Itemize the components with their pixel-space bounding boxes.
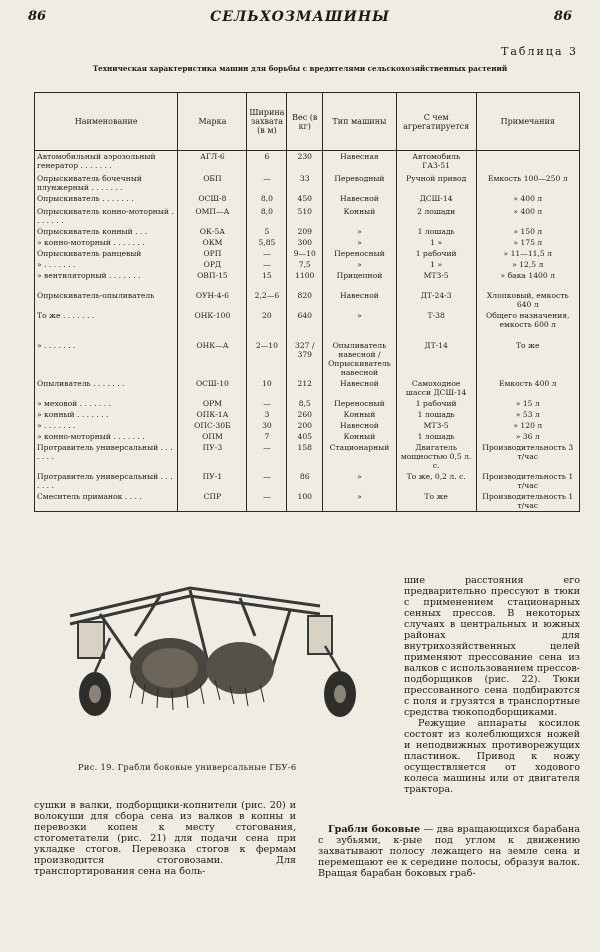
table-cell: Навесной [323, 193, 397, 206]
right-wheel [324, 671, 356, 717]
table-cell: ОПК-1А [178, 409, 247, 420]
table-cell: » 11—11,5 л [476, 248, 580, 259]
table-cell: 1 лошадь [396, 431, 476, 442]
side-rake-term: Грабли боковые [328, 824, 421, 835]
left-panel [78, 622, 104, 658]
table-cell: 10 [247, 378, 287, 398]
table-cell: » 400 л [476, 193, 580, 206]
table-cell: » 150 л [476, 226, 580, 237]
table-cell: — [247, 471, 287, 491]
table-cell: 1100 [287, 270, 323, 290]
table-cell: Производительность 3 т/час [476, 442, 580, 471]
table-cell: 1 лошадь [396, 409, 476, 420]
figure-caption: Рис. 19. Грабли боковые универсальные ГБУ-6 [78, 762, 297, 772]
paragraph-side-rake [318, 824, 580, 879]
table-cell: 405 [287, 431, 323, 442]
table-cell: » 53 л [476, 409, 580, 420]
table-cell-name: Опыливатель . . . . . . . [35, 378, 178, 398]
table-cell: » [323, 259, 397, 270]
table-cell-name: Смеситель приманок . . . . [35, 491, 178, 512]
table-cell: Емкость 100—250 л [476, 173, 580, 193]
table-cell: Двигатель мощностью 0,5 л. с. [396, 442, 476, 471]
column-header: Марка [178, 93, 247, 151]
table-cell: — [247, 442, 287, 471]
table-row [35, 226, 580, 237]
table-row [35, 248, 580, 259]
right-column-text [404, 575, 580, 795]
table-label: Таблица 3 [501, 45, 578, 58]
table-cell-name: Протравитель универсальный . . . . . . . [35, 471, 178, 491]
table-cell-name: Опрыскиватель-опыливатель [35, 290, 178, 310]
table-cell: То же [476, 340, 580, 378]
table-cell: Производительность 1 т/час [476, 471, 580, 491]
table-row [35, 398, 580, 409]
left-wheel [79, 672, 111, 716]
table-cell-name: » . . . . . . . [35, 420, 178, 431]
table-cell: Автомобиль ГАЗ-51 [396, 151, 476, 173]
table-cell: » 12,5 л [476, 259, 580, 270]
right-panel [308, 616, 332, 654]
table-cell: Навесной [323, 420, 397, 431]
table-cell: Переводный [323, 173, 397, 193]
table-cell: 2—10 [247, 340, 287, 378]
table-cell: 200 [287, 420, 323, 431]
right-column-bottom-text [318, 824, 580, 879]
table-cell: 230 [287, 151, 323, 173]
table-cell: 9—10 [287, 248, 323, 259]
table-row [35, 378, 580, 398]
table-cell: Навесной [323, 378, 397, 398]
table-cell: Конный [323, 206, 397, 226]
table-cell: 1 » [396, 259, 476, 270]
table-cell: 209 [287, 226, 323, 237]
table-row [35, 173, 580, 193]
table-cell: 820 [287, 290, 323, 310]
table-row [35, 270, 580, 290]
table-cell: 3 [247, 409, 287, 420]
table-cell: ПУ-3 [178, 442, 247, 471]
table-cell: » [323, 310, 397, 340]
paragraph-drying: сушки в валки, подборщики-копнители (рис. 20) и волокуши для сбора сена из валков в копны и перевозки копен к месту стогования, стогометатели (рис. 21) для подачи сена при укладке стогов. Перевозка стогов к фермам производится стоговозами. Для транспортирования сена на боль- [34, 800, 296, 877]
table-cell: Производительность 1 т/час [476, 491, 580, 512]
paragraph-cutting: Режущие аппараты косилок состоят из колеблющихся ножей и неподвижных противорежущих пластинок. Привод к ножу осуществляется от ходового колеса машины или от двигателя трактора. [404, 718, 580, 795]
table-cell: ОПМ [178, 431, 247, 442]
table-cell: ПУ-1 [178, 471, 247, 491]
table-row [35, 340, 580, 378]
table-cell-name: » . . . . . . . [35, 259, 178, 270]
table-cell: 510 [287, 206, 323, 226]
table-cell: ОПС-30Б [178, 420, 247, 431]
table-cell: — [247, 259, 287, 270]
table-cell: Опыливатель навесной / Опрыскиватель навесной [323, 340, 397, 378]
table-cell: ДСШ-14 [396, 193, 476, 206]
table-row [35, 206, 580, 226]
table-cell-name: » . . . . . . . [35, 340, 178, 378]
left-drum-inner [142, 648, 198, 688]
table-cell: Навесной [323, 290, 397, 310]
table-cell: 260 [287, 409, 323, 420]
table-cell: Переносный [323, 248, 397, 259]
table-cell: 100 [287, 491, 323, 512]
column-header: Тип машины [323, 93, 397, 151]
table-title: Техническая характеристика машин для борьбы с вредителями сельскохозяйственных растений [92, 64, 508, 73]
table-cell: 86 [287, 471, 323, 491]
table-cell: » 120 л [476, 420, 580, 431]
table-cell: ОСШ-8 [178, 193, 247, 206]
page-number-right: 86 [553, 9, 572, 24]
table-cell: То же, 0,2 л. с. [396, 471, 476, 491]
table-cell: Ручной привод [396, 173, 476, 193]
table-cell: Самоходное шасси ДСШ-14 [396, 378, 476, 398]
table-cell: СПР [178, 491, 247, 512]
table-cell-name: » конно-моторный . . . . . . . [35, 431, 178, 442]
table-cell-name: Опрыскиватель конный . . . [35, 226, 178, 237]
table-cell [476, 151, 580, 173]
table-cell: Стационарный [323, 442, 397, 471]
column-header: Вес (в кг) [287, 93, 323, 151]
table-cell: 6 [247, 151, 287, 173]
left-column-bottom-text [34, 800, 296, 877]
table-row [35, 193, 580, 206]
table-cell: ОНК—А [178, 340, 247, 378]
table-cell: АГЛ-6 [178, 151, 247, 173]
table-cell-name: » меховой . . . . . . . [35, 398, 178, 409]
table-cell: ОНК-100 [178, 310, 247, 340]
table-cell: 1 рабочий [396, 398, 476, 409]
table-cell: ДТ-14 [396, 340, 476, 378]
side-rake-definition: — два вращающихся барабана с зубьями, к-рые под углом к движению захватывают полосу лежащего на земле сена и перемещают ее к середине полосы, образуя валок. Вращая барабан боковых граб- [318, 824, 580, 879]
table-cell: ОСШ-10 [178, 378, 247, 398]
table-row [35, 237, 580, 248]
spec-table-body [35, 151, 580, 512]
table-cell: МТЗ-5 [396, 420, 476, 431]
table-row [35, 420, 580, 431]
table-cell: 158 [287, 442, 323, 471]
column-header: Ширина захвата (в м) [247, 93, 287, 151]
table-row [35, 442, 580, 471]
spec-table [34, 92, 580, 512]
table-cell-name: » вентиляторный . . . . . . . [35, 270, 178, 290]
table-cell: 300 [287, 237, 323, 248]
table-cell: Навесная [323, 151, 397, 173]
table-row [35, 431, 580, 442]
table-cell: ОРМ [178, 398, 247, 409]
table-cell: » [323, 226, 397, 237]
table-cell-name: Протравитель универсальный . . . . . . . [35, 442, 178, 471]
table-cell: 212 [287, 378, 323, 398]
table-cell: » [323, 237, 397, 248]
table-cell: Конный [323, 431, 397, 442]
table-cell: 8,5 [287, 398, 323, 409]
table-cell-name: » конный . . . . . . . [35, 409, 178, 420]
table-cell: 640 [287, 310, 323, 340]
table-row [35, 290, 580, 310]
column-header: С чем агрегатируется [396, 93, 476, 151]
table-cell-name: Опрыскиватель . . . . . . . [35, 193, 178, 206]
table-cell: Прицепной [323, 270, 397, 290]
table-row [35, 409, 580, 420]
table-cell: 1 рабочий [396, 248, 476, 259]
table-cell: ДТ-24-3 [396, 290, 476, 310]
table-cell: 7,5 [287, 259, 323, 270]
table-cell-name: Опрыскиватель бочечный плунжерный . . . . . . . [35, 173, 178, 193]
table-cell: Т-38 [396, 310, 476, 340]
table-cell: » 15 л [476, 398, 580, 409]
table-cell-name: То же . . . . . . . [35, 310, 178, 340]
table-cell: » 400 л [476, 206, 580, 226]
paragraph-pressing: шие расстояния его предварительно прессуют в тюки с применением стационарных сенных прессов. В некоторых случаях в центральных и южных районах для внутрихозяйственных целей применяют прессование сена из валков с использованием прессов-подборщиков (рис. 22). Тюки прессованного сена подбираются с поля и грузятся в транспортные средства тюкоподборщиками. [404, 575, 580, 718]
running-title: СЕЛЬХОЗМАШИНЫ [210, 9, 390, 25]
table-cell: 327 / 379 [287, 340, 323, 378]
table-cell: 33 [287, 173, 323, 193]
table-cell: То же [396, 491, 476, 512]
table-cell: — [247, 248, 287, 259]
table-cell: МТЗ-5 [396, 270, 476, 290]
table-cell: ОБП [178, 173, 247, 193]
table-cell: » 175 л [476, 237, 580, 248]
table-cell: 450 [287, 193, 323, 206]
table-cell: » [323, 491, 397, 512]
table-row [35, 151, 580, 173]
table-cell: 8,0 [247, 193, 287, 206]
spec-table-head [35, 93, 580, 151]
table-cell: 1 » [396, 237, 476, 248]
table-cell: 5 [247, 226, 287, 237]
table-cell: — [247, 491, 287, 512]
table-row [35, 471, 580, 491]
table-cell: ОРД [178, 259, 247, 270]
table-cell: » 36 л [476, 431, 580, 442]
table-cell: Емкость 400 л [476, 378, 580, 398]
table-cell: Конный [323, 409, 397, 420]
table-cell: » [323, 471, 397, 491]
table-cell: 20 [247, 310, 287, 340]
table-cell-name: Автомобильный аэрозольный генератор . . . . . . . [35, 151, 178, 173]
column-header: Наименование [35, 93, 178, 151]
table-cell: ОК-5А [178, 226, 247, 237]
table-cell: ОУН-4-6 [178, 290, 247, 310]
table-row [35, 491, 580, 512]
table-row [35, 310, 580, 340]
rake-illustration [40, 576, 370, 752]
table-cell: Общего назначения, емкость 600 л [476, 310, 580, 340]
table-cell: ОРП [178, 248, 247, 259]
table-cell: Хлопковый, емкость 640 л [476, 290, 580, 310]
table-cell: ОВП-15 [178, 270, 247, 290]
table-row [35, 259, 580, 270]
table-cell-name: » конно-моторный . . . . . . . [35, 237, 178, 248]
table-cell: — [247, 398, 287, 409]
table-cell: 30 [247, 420, 287, 431]
table-cell: 15 [247, 270, 287, 290]
table-cell-name: Опрыскиватель конно-моторный . . . . . . . [35, 206, 178, 226]
table-cell: 2,2—6 [247, 290, 287, 310]
table-cell: » бака 1400 л [476, 270, 580, 290]
table-cell: 1 лошадь [396, 226, 476, 237]
table-cell-name: Опрыскиватель ранцевый [35, 248, 178, 259]
table-cell: 2 лошади [396, 206, 476, 226]
table-cell: Переносный [323, 398, 397, 409]
page-number-left: 86 [28, 9, 47, 24]
table-cell: 8,0 [247, 206, 287, 226]
table-cell: — [247, 173, 287, 193]
table-cell: 5,85 [247, 237, 287, 248]
table-cell: ОКМ [178, 237, 247, 248]
column-header: Примечания [476, 93, 580, 151]
table-cell: ОМП—А [178, 206, 247, 226]
table-cell: 7 [247, 431, 287, 442]
